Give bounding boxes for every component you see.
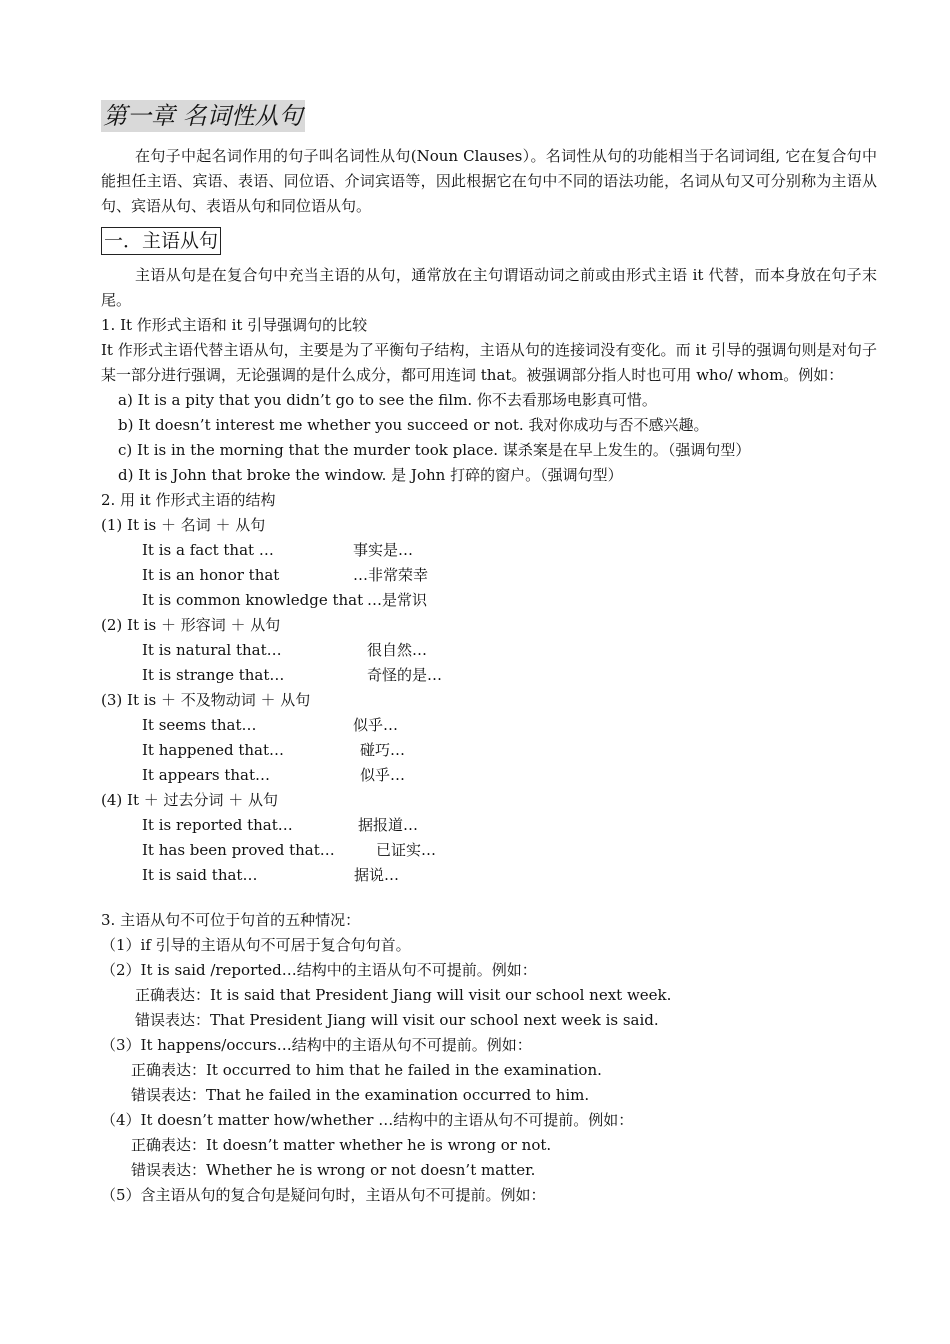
pattern-row [101,713,877,738]
case-example: 错误表达：Whether he is wrong or not doesn’t matter. [131,1161,536,1179]
pattern-row [101,863,877,888]
pattern-en: It is a fact that … [142,541,274,559]
group-heading: (2) It is ＋ 形容词 ＋ 从句 [101,616,281,634]
pattern-en: It appears that… [142,766,270,784]
case-example: 错误表达：That he failed in the examination occurred to him. [131,1086,590,1104]
pattern-row [101,813,877,838]
pattern-cn: …非常荣幸 [353,566,429,584]
pattern-en: It is natural that… [142,641,282,659]
pattern-en: It is common knowledge that [142,591,364,609]
pattern-row [101,738,877,763]
pattern-en: It is reported that… [142,816,293,834]
group-heading: (3) It is ＋ 不及物动词 ＋ 从句 [101,691,311,709]
example-line: a) It is a pity that you didn’t go to see the film. 你不去看那场电影真可惜。 [118,391,657,409]
pattern-cn: 据说… [354,866,400,884]
pattern-cn: 据报道… [358,816,419,834]
pattern-row [101,663,877,688]
point1-title: 1. It 作形式主语和 it 引导强调句的比较 [101,316,368,334]
pattern-cn: 事实是… [353,541,414,559]
document-page [101,100,877,1208]
case-example: 错误表达：That President Jiang will visit our school next week is said. [135,1011,659,1029]
case-label: （5）含主语从句的复合句是疑问句时，主语从句不可提前。例如： [101,1186,546,1204]
case-label: （4）It doesn’t matter how/whether …结构中的主语从句不可提前。例如： [101,1111,634,1129]
pattern-row [101,838,877,863]
case-example: 正确表达：It is said that President Jiang will visit our school next week. [135,986,672,1004]
pattern-cn: 似乎… [360,766,406,784]
pattern-en: It is strange that… [142,666,285,684]
pattern-en: It has been proved that… [142,841,335,859]
pattern-row [101,763,877,788]
pattern-row [101,538,877,563]
pattern-en: It is an honor that [142,566,280,584]
pattern-cn: 奇怪的是… [367,666,443,684]
intro-paragraph: 在句子中起名词作用的句子叫名词性从句(Noun Clauses）。名词性从句的功能相当于名词词组, 它在复合句中能担任主语、宾语、表语、同位语、介词宾语等，因此根据它在句中不同的语法功能，名词从句又可分别称为主语从句、宾语从句、表语从句和同位语从句。 [101,147,877,215]
case-label: （3）It happens/occurs…结构中的主语从句不可提前。例如： [101,1036,532,1054]
pattern-cn: 似乎… [353,716,399,734]
case-example: 正确表达：It doesn’t matter whether he is wrong or not. [131,1136,552,1154]
case-example: 正确表达：It occurred to him that he failed in the examination. [131,1061,602,1079]
group-heading: (4) It ＋ 过去分词 ＋ 从句 [101,791,279,809]
case-label: （1）if 引导的主语从句不可居于复合句句首。 [101,936,411,954]
pattern-en: It happened that… [142,741,284,759]
section-title: 一．主语从句 [101,227,221,255]
pattern-row [101,563,877,588]
pattern-cn: 已证实… [376,841,437,859]
group-heading: (1) It is ＋ 名词 ＋ 从句 [101,516,266,534]
pattern-cn: …是常识 [367,591,428,609]
case-label: （2）It is said /reported…结构中的主语从句不可提前。例如： [101,961,537,979]
pattern-en: It is said that… [142,866,258,884]
point2-title: 2. 用 it 作形式主语的结构 [101,491,276,509]
chapter-title: 第一章 名词性从句 [103,102,303,130]
example-line: c) It is in the morning that the murder took place. 谋杀案是在早上发生的。（强调句型） [118,441,751,459]
pattern-en: It seems that… [142,716,257,734]
point3-title: 3. 主语从句不可位于句首的五种情况： [101,911,361,929]
pattern-cn: 很自然… [367,641,428,659]
pattern-row [101,638,877,663]
example-line: d) It is John that broke the window. 是 John 打碎的窗户。（强调句型） [118,466,623,484]
example-line: b) It doesn’t interest me whether you succeed or not. 我对你成功与否不感兴趣。 [118,416,709,434]
pattern-row [101,588,877,613]
point1-text: It 作形式主语代替主语从句，主要是为了平衡句子结构，主语从句的连接词没有变化。而 it 引导的强调句则是对句子某一部分进行强调，无论强调的是什么成分，都可用连词 that。被强调部分指人时也可用 who/ whom。例如： [101,341,877,384]
section-intro: 主语从句是在复合句中充当主语的从句，通常放在主句谓语动词之前或由形式主语 it 代替，而本身放在句子末尾。 [101,266,877,309]
pattern-cn: 碰巧… [360,741,406,759]
